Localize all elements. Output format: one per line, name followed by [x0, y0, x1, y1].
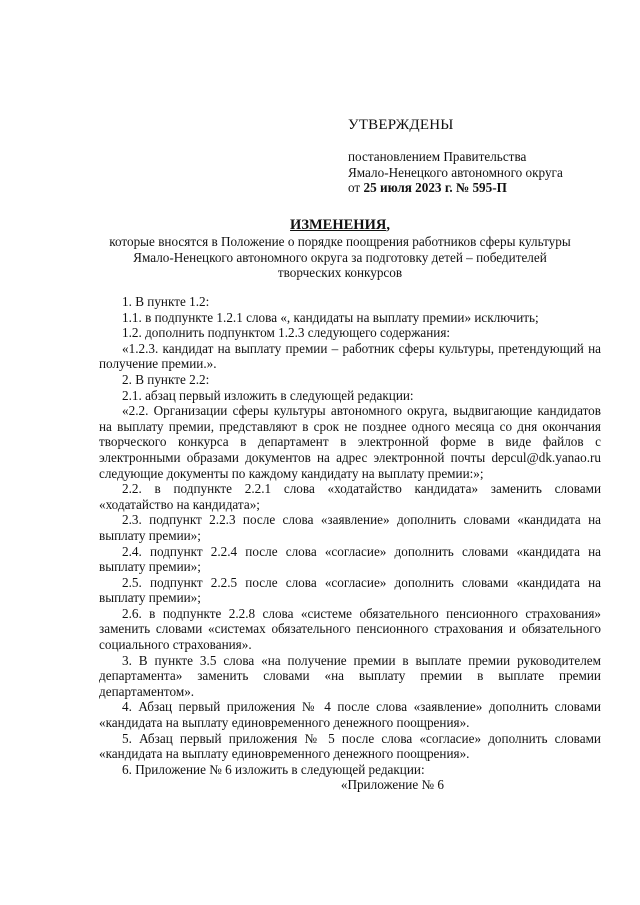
paragraph-5: 5. Абзац первый приложения № 5 после слова «согласие» дополнить словами «кандидата на выплату единовременного денежного поощрения».: [99, 730, 601, 762]
approval-date-line: [348, 180, 608, 196]
paragraph-2-5: 2.5. подпункт 2.2.5 после слова «согласие» дополнить словами «кандидата на выплату премии»;: [99, 574, 601, 606]
paragraph-2-3: 2.3. подпункт 2.2.3 после слова «заявление» дополнить словами «кандидата на выплату премии»;: [99, 512, 601, 543]
paragraph-3: 3. В пункте 3.5 слова «на получение премии в выплате премии руководителем департамента» заменить словами «на выплату премии в выплате премии департаментом».: [99, 652, 601, 699]
document-title: [80, 216, 600, 234]
paragraph-6: 6. Приложение № 6 изложить в следующей редакции:: [122, 761, 425, 777]
paragraph-2-6: 2.6. в подпункте 2.2.8 слова «системе обязательного пенсионного страхования» заменить словами «системах обязательного пенсионного страхования и обязательного социального страхования».: [99, 605, 601, 653]
subtitle-line-1: которые вносятся в Положение о порядке поощрения работников сферы культуры: [109, 234, 571, 249]
paragraph-1-2-3-text: «1.2.3. кандидат на выплату премии – работник сферы культуры, претендующий на получение премии.».: [99, 340, 601, 372]
paragraph-1-1: 1.1. в подпункте 1.2.1 слова «, кандидаты на выплату премии» исключить;: [122, 309, 539, 325]
appendix-heading: «Приложение № 6: [340, 777, 444, 793]
approval-line-2: Ямало-Ненецкого автономного округа: [348, 164, 563, 180]
paragraph-1: 1. В пункте 1.2:: [122, 294, 210, 309]
subtitle-line-2: Ямало-Ненецкого автономного округа за подготовку детей – победителей: [133, 249, 547, 265]
paragraph-2: 2. В пункте 2.2:: [122, 371, 210, 387]
title-main: ИЗМЕНЕНИЯ: [290, 217, 387, 233]
paragraph-4: 4. Абзац первый приложения № 4 после слова «заявление» дополнить словами «кандидата на выплату единовременного денежного поощрения».: [99, 699, 601, 731]
document-body: [99, 294, 601, 793]
paragraph-2-1: 2.1. абзац первый изложить в следующей редакции:: [122, 387, 414, 403]
approval-block: [348, 116, 608, 196]
paragraph-1-2: 1.2. дополнить подпунктом 1.2.3 следующего содержания:: [122, 325, 451, 341]
decree-date: 25 июля 2023 г. № 595-П: [363, 180, 507, 195]
paragraph-2-4: 2.4. подпункт 2.2.4 после слова «согласие» дополнить словами «кандидата на выплату премии»;: [99, 543, 601, 575]
paragraph-2-2-text: «2.2. Организации сферы культуры автономного округа, выдвигающие кандидатов на выплату премии, представляют в срок не позднее одного месяца со дня окончания творческого конкурса в департамент в электронной форме в виде файлов с электронными образами документов на адрес электронной почты depcul@dk.yanao.ru следующие документы по каждому кандидату на выплату премии:»;: [99, 403, 601, 481]
paragraph-2-2: 2.2. в подпункте 2.2.1 слова «ходатайство кандидата» заменить словами «ходатайство на кандидата»;: [99, 481, 601, 512]
approved-heading: УТВЕРЖДЕНЫ: [348, 117, 454, 133]
title-block: [80, 216, 600, 281]
date-prefix: от: [348, 180, 361, 195]
title-comma: ,: [386, 217, 390, 233]
subtitle-line-3: творческих конкурсов: [277, 265, 403, 280]
approval-line-1: постановлением Правительства: [348, 149, 527, 164]
